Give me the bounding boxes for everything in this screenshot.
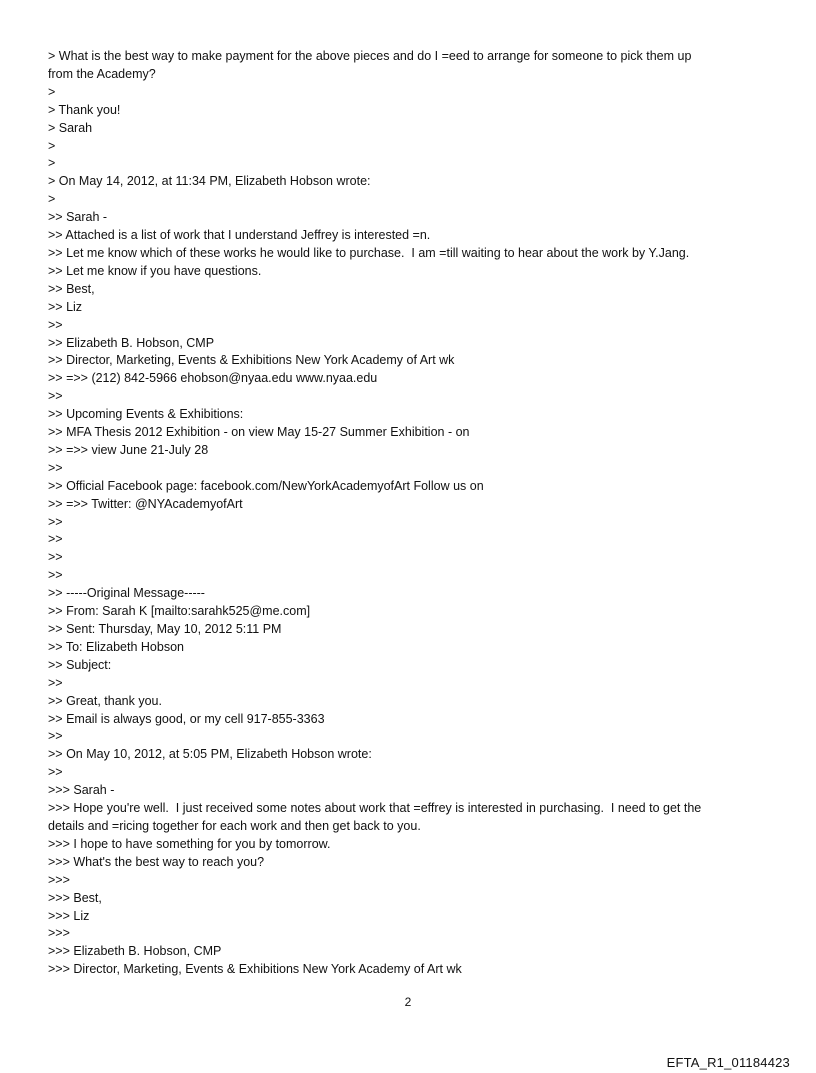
email-line: >> [48,514,63,529]
email-line: >>> [48,872,70,887]
email-line: >> [48,550,63,565]
email-line: >> Sarah - [48,210,108,225]
email-line: >> On May 10, 2012, at 5:05 PM, Elizabeth Hobson wrote: [48,747,372,762]
email-line: >> [48,568,63,583]
email-line: > [48,138,56,153]
email-line: details and =ricing together for each work and then get back to you. [48,818,421,833]
email-line: >> Liz [48,299,83,314]
email-line: >> Attached is a list of work that I understand Jeffrey is interested =n. [48,228,431,243]
email-line: > What is the best way to make payment for the above pieces and do I =eed to arrange for someone to pick them up [48,49,692,63]
email-line: >> =>> (212) 842-5966 ehobson@nyaa.edu www.nyaa.edu [48,371,378,386]
email-line: >> From: Sarah K [mailto:sarahk525@me.com] [48,604,311,619]
email-line: >>> Director, Marketing, Events & Exhibitions New York Academy of Art wk [48,962,462,977]
email-line: >> To: Elizabeth Hobson [48,639,184,654]
email-line: >> MFA Thesis 2012 Exhibition - on view May 15-27 Summer Exhibition - on [48,425,470,440]
email-line: > [48,156,56,171]
email-line: >> [48,532,63,547]
email-line: >> -----Original Message----- [48,586,205,601]
email-line: >>> [48,926,70,941]
email-line: >> Elizabeth B. Hobson, CMP [48,335,215,350]
email-line: >> =>> Twitter: @NYAcademyofArt [48,496,243,511]
email-line: from the Academy? [48,66,156,81]
page-number: 2 [404,995,412,1009]
email-line: >>> Elizabeth B. Hobson, CMP [48,944,222,959]
email-line: >>> Hope you're well. I just received some notes about work that =effrey is interested in purchasing. I need to get the [48,801,702,816]
email-line: >> Great, thank you. [48,693,162,708]
email-line: >> Let me know if you have questions. [48,263,262,278]
email-line: >>> Liz [48,908,90,923]
email-line: >>> I hope to have something for you by tomorrow. [48,836,331,851]
email-line: >> Best, [48,281,95,296]
email-line: >> Upcoming Events & Exhibitions: [48,407,244,422]
email-line: >> Let me know which of these works he would like to purchase. I am =till waiting to hear about the work by Y.Jang. [48,245,690,260]
email-line: >>> Sarah - [48,783,115,798]
email-line: >> Director, Marketing, Events & Exhibitions New York Academy of Art wk [48,353,455,368]
email-line: > Thank you! [48,102,121,117]
email-line: >> [48,765,63,780]
document-id: EFTA_R1_01184423 [666,1055,790,1070]
email-line: > [48,84,56,99]
email-body [48,48,768,979]
email-line: > [48,192,56,207]
email-line: >> [48,389,63,404]
email-line: > Sarah [48,120,93,135]
email-line: >> [48,317,63,332]
email-line: >> [48,675,63,690]
email-line: >> Subject: [48,657,112,672]
email-line: >> =>> view June 21-July 28 [48,442,209,457]
email-line: >> Official Facebook page: facebook.com/NewYorkAcademyofArt Follow us on [48,478,484,493]
email-line: >>> Best, [48,890,102,905]
email-line: >> Email is always good, or my cell 917-855-3363 [48,711,325,726]
email-line: >> [48,729,63,744]
email-line: >> Sent: Thursday, May 10, 2012 5:11 PM [48,622,282,636]
email-line: >>> What's the best way to reach you? [48,854,265,869]
email-line: >> [48,460,63,475]
email-line: > On May 14, 2012, at 11:34 PM, Elizabeth Hobson wrote: [48,174,371,189]
